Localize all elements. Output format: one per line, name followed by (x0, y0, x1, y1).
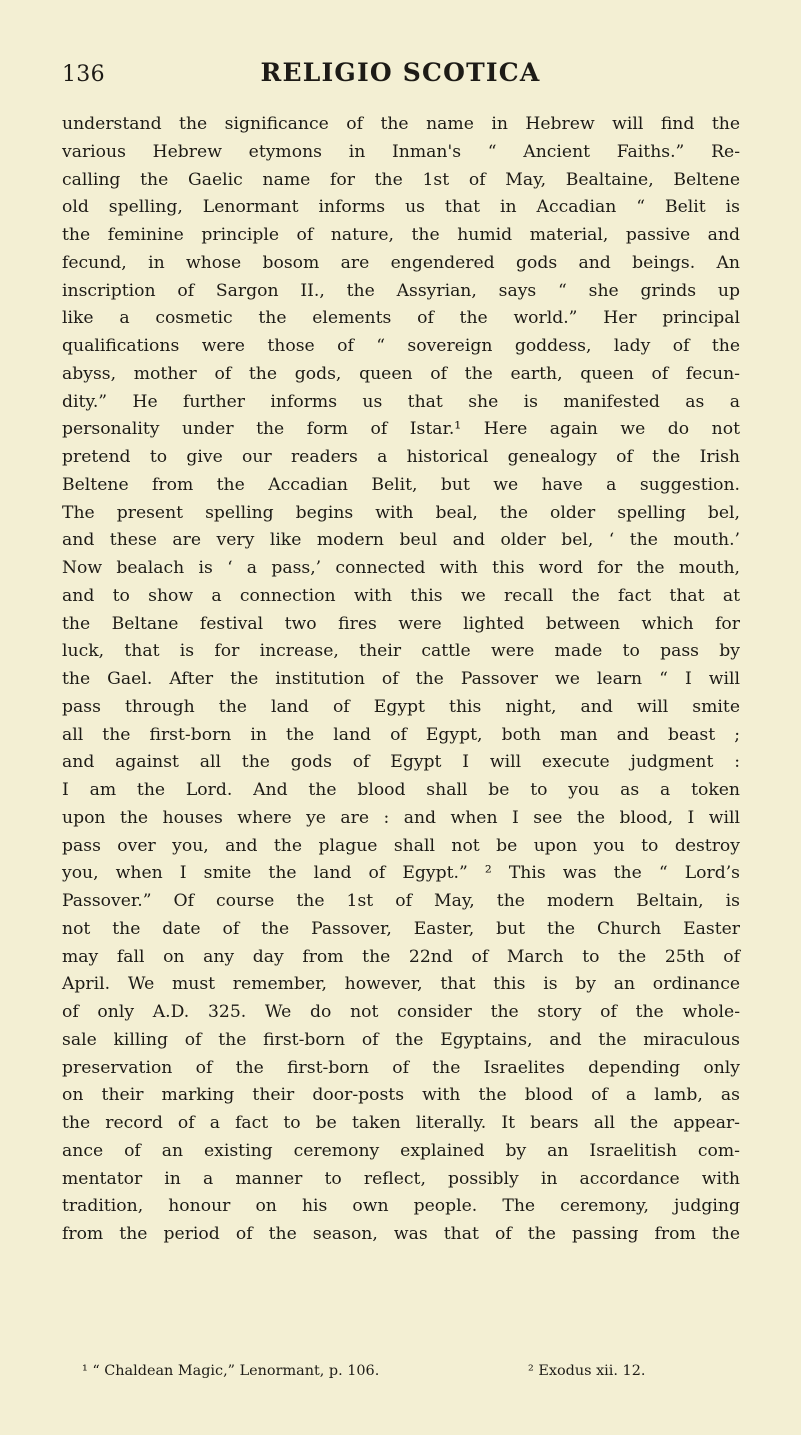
text-line: personality under the form of Istar.¹ Here again we do not (62, 419, 740, 440)
text-line: qualifications were those of “ sovereign goddess, lady of the (62, 336, 740, 356)
running-head: RELIGIO SCOTICA (260, 58, 541, 87)
text-line: the Gael. After the institution of the Passover we learn “ I will (62, 669, 740, 689)
text-line: on their marking their door-posts with the blood of a lamb, as (62, 1085, 740, 1106)
text-line: The present spelling begins with beal, the older spelling bel, (62, 502, 740, 523)
text-line: luck, that is for increase, their cattle were made to pass by (62, 641, 740, 662)
text-line: Now bealach is ‘ a pass,’ connected with this word for the mouth, (62, 558, 740, 578)
text-line: pretend to give our readers a historical genealogy of the Irish (62, 447, 740, 467)
text-line: Beltene from the Accadian Belit, but we have a suggestion. (62, 474, 740, 495)
text-line: the feminine principle of nature, the humid material, passive and (62, 225, 740, 245)
text-line: dity.” He further informs us that she is manifested as a (62, 391, 740, 412)
text-line: pass through the land of Egypt this night, and will smite (62, 696, 740, 717)
text-line: of only A.D. 325. We do not consider the story of the whole- (62, 1002, 740, 1022)
text-line: all the first-born in the land of Egypt, both man and beast ; (62, 724, 740, 745)
text-line: and these are very like modern beul and older bel, ‘ the mouth.’ (62, 530, 740, 551)
text-line: and to show a connection with this we recall the fact that at (62, 585, 740, 606)
text-line: tradition, honour on his own people. The ceremony, judging (62, 1196, 740, 1217)
text-line: calling the Gaelic name for the 1st of May, Bealtaine, Beltene (62, 169, 740, 190)
text-line: understand the significance of the name in Hebrew will find the (62, 114, 740, 134)
text-line: fecund, in whose bosom are engendered gods and beings. An (62, 252, 740, 273)
text-line: preservation of the first-born of the Israelites depending only (62, 1057, 740, 1078)
text-line: I am the Lord. And the blood shall be to you as a token (62, 780, 740, 800)
text-line: sale killing of the first-born of the Egyptains, and the miraculous (62, 1029, 740, 1050)
footnote-2: ² Exodus xii. 12. (528, 1363, 646, 1379)
text-line: like a cosmetic the elements of the world.” Her principal (62, 308, 740, 329)
text-line: from the period of the season, was that of the passing from the (62, 1224, 740, 1244)
text-line: inscription of Sargon II., the Assyrian, says “ she grinds up (62, 280, 740, 301)
text-line: the Beltane festival two fires were lighted between which for (62, 613, 740, 634)
text-line: old spelling, Lenormant informs us that in Accadian “ Belit is (62, 197, 740, 218)
text-line: and against all the gods of Egypt I will execute judgment : (62, 752, 740, 773)
text-line: mentator in a manner to reflect, possibly in accordance with (62, 1168, 740, 1189)
text-line: ance of an existing ceremony explained by an Israelitish com- (62, 1140, 740, 1161)
text-line: pass over you, and the plague shall not be upon you to destroy (62, 835, 740, 856)
page-number: 136 (62, 62, 105, 87)
text-line: the record of a fact to be taken literally. It bears all the appear- (62, 1113, 740, 1133)
text-line: abyss, mother of the gods, queen of the earth, queen of fecun- (62, 363, 740, 384)
text-line: upon the houses where ye are : and when I see the blood, I will (62, 807, 740, 828)
footnotes (0, 1363, 801, 1387)
text-line: various Hebrew etymons in Inman's “ Ancient Faiths.” Re- (62, 141, 740, 162)
text-line: not the date of the Passover, Easter, but the Church Easter (62, 918, 740, 939)
body-text (62, 111, 740, 1249)
text-line: you, when I smite the land of Egypt.” ² This was the “ Lord’s (62, 863, 740, 884)
text-line: Passover.” Of course the 1st of May, the modern Beltain, is (62, 891, 740, 911)
text-line: April. We must remember, however, that this is by an ordinance (62, 974, 740, 995)
text-line: may fall on any day from the 22nd of March to the 25th of (62, 946, 740, 967)
footnote-1: ¹ “ Chaldean Magic,” Lenormant, p. 106. (82, 1363, 380, 1379)
page-header (0, 58, 801, 98)
